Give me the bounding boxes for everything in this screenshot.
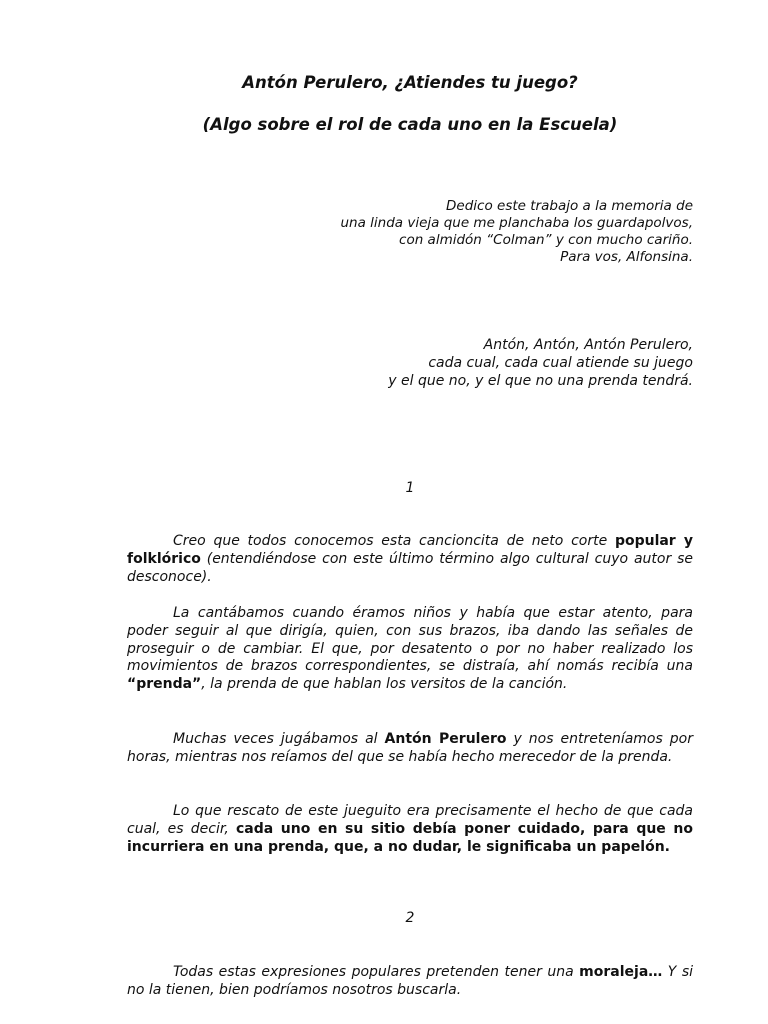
paragraph [127, 533, 693, 586]
paragraph-text: Muchas veces jugábamos al [173, 731, 385, 747]
paragraph-text: Y si no la tienen, bien podríamos nosotros buscarla. [127, 964, 694, 998]
dedication-line: con almidón “Colman” y con mucho cariño. [399, 232, 693, 248]
verse-line: Antón, Antón, Antón Perulero, [483, 337, 693, 353]
paragraph [127, 803, 693, 856]
document-title: Antón Perulero, ¿Atiendes tu juego? [242, 73, 578, 92]
paragraph-text: Todas estas expresiones populares pretenden tener una [173, 964, 574, 980]
paragraph-bold-text: moraleja… [579, 964, 663, 980]
song-verse [273, 336, 693, 390]
paragraph-text: , la prenda de que hablan los versitos de la canción. [201, 676, 568, 693]
verse-line: y el que no, y el que no una prenda tendrá. [388, 373, 693, 389]
paragraph-text: Creo que todos conocemos esta cancioncita de neto corte [173, 533, 608, 549]
section-number: 1 [405, 480, 415, 496]
dedication-line: Para vos, Alfonsina. [560, 249, 693, 265]
paragraph-bold-text: “prenda” [127, 676, 202, 693]
paragraph-text: La cantábamos cuando éramos niños y había que estar atento, para poder seguir al que dirigía, quien, con sus brazos, iba dando las señales de proseguir o de cambiar. El que, por desatento o por no haber realizado los movimientos de brazos correspondientes, se distraía, ahí nomás recibía una [127, 605, 693, 675]
paragraph-bold-text: cada uno en su sitio debía poner cuidado, para que no incurriera en una prenda, que, a no dudar, le significaba un papelón. [127, 820, 693, 855]
paragraph-bold-text: Antón Perulero [384, 731, 507, 747]
paragraph-text: y nos entreteníamos por horas, mientras nos reíamos del que se había hecho merecedor de la prenda. [127, 731, 693, 765]
dedication-line: una linda vieja que me planchaba los guardapolvos, [340, 215, 693, 231]
dedication-line: Dedico este trabajo a la memoria de [446, 198, 693, 214]
paragraph [127, 964, 693, 1000]
paragraph [127, 605, 693, 694]
dedication [273, 198, 693, 266]
verse-line: cada cual, cada cual atiende su juego [428, 355, 693, 371]
paragraph-text: (entendiéndose con este último término algo cultural cuyo autor se desconoce). [127, 550, 693, 585]
paragraph-text: Lo que rescato de este jueguito era precisamente el hecho de que cada cual, es decir, [127, 803, 693, 837]
paragraph [127, 731, 693, 767]
paragraph-bold-text: popular y folklórico [127, 533, 693, 567]
document-subtitle: (Algo sobre el rol de cada uno en la Escuela) [202, 115, 618, 134]
section-number: 2 [405, 910, 415, 926]
